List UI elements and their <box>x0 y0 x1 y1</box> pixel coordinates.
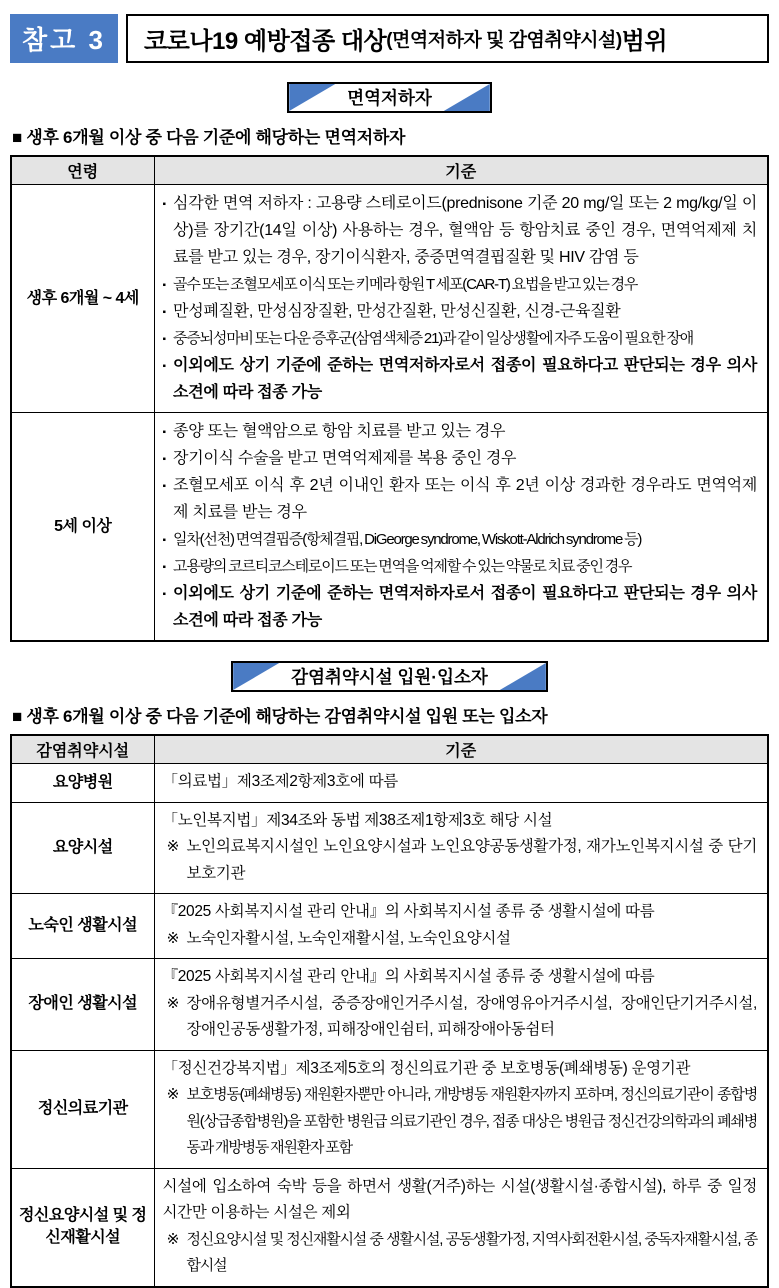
vulnerable-facility-table <box>10 734 769 1288</box>
banner-left-triangle-icon <box>233 663 279 690</box>
criteria-text: 중증뇌성마비 또는 다운 증후군(삼염색체증 21)과 같이 일상생활에 자주 도움이 필요한 장애 <box>173 330 694 347</box>
column-header-criteria: 기준 <box>154 735 768 764</box>
criteria-line <box>163 1227 758 1280</box>
criteria-line <box>163 445 758 472</box>
criteria-text: 골수 또는 조혈모세포 이식 또는 키메라 항원 T 세포(CAR-T) 요법을 받고 있는 경우 <box>173 276 638 293</box>
bullet-square-icon: ▪ <box>162 481 167 492</box>
bullet-square-icon: ▪ <box>162 361 167 372</box>
bullet-square-icon: ▪ <box>162 280 167 291</box>
column-header-criteria: 기준 <box>154 156 768 185</box>
document-header <box>10 14 769 63</box>
note-asterisk-icon: ※ <box>166 1230 180 1248</box>
section1-banner <box>287 82 492 113</box>
criteria-line <box>163 472 758 526</box>
criteria-text: 시설에 입소하여 숙박 등을 하면서 생활(거주)하는 시설(생활시설·종합시설), 하루 중 일정 시간만 이용하는 시설은 제외 <box>162 1177 757 1221</box>
section2 <box>10 661 769 1288</box>
table-row <box>11 185 768 413</box>
criteria-line <box>163 991 758 1044</box>
note-asterisk-icon: ※ <box>166 838 180 855</box>
criteria-line <box>163 964 758 991</box>
criteria-line <box>163 899 758 926</box>
criteria-text: 「노인복지법」제34조와 동법 제38조제1항제3호 해당 시설 <box>162 811 553 829</box>
row-label: 생후 6개월 ~ 4세 <box>11 185 154 413</box>
criteria-text: 이외에도 상기 기준에 준하는 면역저하자로서 접종이 필요하다고 판단되는 경우 의사 소견에 따라 접종 가능 <box>173 585 757 629</box>
criteria-line <box>163 580 758 634</box>
section2-heading: ■ 생후 6개월 이상 중 다음 기준에 해당하는 감염취약시설 입원 또는 입소자 <box>12 707 548 726</box>
criteria-line <box>163 926 758 953</box>
bullet-square-icon: ▪ <box>162 454 167 465</box>
table-row <box>11 1168 768 1287</box>
criteria-text: 노숙인자활시설, 노숙인재활시설, 노숙인요양시설 <box>186 929 511 947</box>
criteria-line <box>163 1174 758 1227</box>
section2-banner-label: 감염취약시설 입원·입소자 <box>291 667 488 687</box>
criteria-text: 심각한 면역 저하자 : 고용량 스테로이드(prednisone 기준 20 mg/일 또는 2 mg/kg/일 이상)를 장기간(14일 이상) 사용하는 경우, 혈액암 등 항암치료 중인 경우, 면역억제제 치료를 받고 있는 경우, 장기이식환자, 중증면역결핍질환 및 HIV 감염 등 <box>173 195 757 266</box>
row-label: 5세 이상 <box>11 413 154 642</box>
bullet-square-icon: ▪ <box>162 427 167 438</box>
section1-banner-label: 면역저하자 <box>347 88 432 108</box>
criteria-text: 『2025 사회복지시설 관리 안내』의 사회복지시설 종류 중 생활시설에 따름 <box>162 903 655 920</box>
criteria-line <box>163 526 758 553</box>
bullet-square-icon: ▪ <box>162 334 167 345</box>
note-asterisk-icon: ※ <box>166 1086 180 1103</box>
reference-badge: 참고 3 <box>10 14 118 63</box>
row-criteria-cell <box>154 959 768 1051</box>
row-label: 노숙인 생활시설 <box>11 894 154 959</box>
row-label: 장애인 생활시설 <box>11 959 154 1051</box>
row-criteria-cell <box>154 185 768 413</box>
criteria-line <box>163 1056 758 1083</box>
criteria-line <box>163 1082 758 1162</box>
table-row <box>11 894 768 959</box>
row-label: 요양병원 <box>11 764 154 803</box>
row-criteria-cell <box>154 802 768 894</box>
criteria-line <box>163 834 758 887</box>
table-row <box>11 413 768 642</box>
banner-right-triangle-icon <box>444 84 490 111</box>
criteria-text: 보호병동(폐쇄병동) 재원환자뿐만 아니라, 개방병동 재원환자까지 포하며, 정신의료기관이 종합병원(상급종합병원)을 포함한 병원급 의료기관인 경우, 접종 대상은 병원급 정신건강의학과의 폐쇄병동과 개방병동 재원환자 포함 <box>186 1086 757 1156</box>
criteria-line <box>163 418 758 445</box>
page-title <box>126 14 769 63</box>
row-label: 요양시설 <box>11 802 154 894</box>
table-row <box>11 802 768 894</box>
row-criteria-cell <box>154 894 768 959</box>
criteria-line <box>163 808 758 835</box>
criteria-text: 장기이식 수술을 받고 면역억제제를 복용 중인 경우 <box>173 450 517 467</box>
section1-heading: ■ 생후 6개월 이상 중 다음 기준에 해당하는 면역저하자 <box>12 128 406 147</box>
bullet-square-icon: ▪ <box>162 589 167 600</box>
note-asterisk-icon: ※ <box>166 929 180 947</box>
criteria-text: 이외에도 상기 기준에 준하는 면역저하자로서 접종이 필요하다고 판단되는 경우 의사 소견에 따라 접종 가능 <box>173 357 757 401</box>
criteria-line <box>163 325 758 352</box>
section2-banner <box>231 661 548 692</box>
criteria-line <box>163 271 758 298</box>
column-header-facility: 감염취약시설 <box>11 735 154 764</box>
criteria-text: 장애유형별거주시설, 중증장애인거주시설, 장애영유아거주시설, 장애인단기거주시설, 장애인공동생활가정, 피해장애인쉼터, 피해장애아동쉼터 <box>186 994 757 1038</box>
row-criteria-cell <box>154 413 768 642</box>
criteria-line <box>163 190 758 271</box>
row-label: 정신요양시설 및 정신재활시설 <box>11 1168 154 1287</box>
note-asterisk-icon: ※ <box>166 994 180 1012</box>
criteria-text: 종양 또는 혈액암으로 항암 치료를 받고 있는 경우 <box>173 423 506 440</box>
table-row <box>11 959 768 1051</box>
criteria-text: 조혈모세포 이식 후 2년 이내인 환자 또는 이식 후 2년 이상 경과한 경우라도 면역억제제 치료를 받는 경우 <box>173 477 757 521</box>
row-criteria-cell <box>154 1050 768 1168</box>
criteria-text: 만성폐질환, 만성심장질환, 만성간질환, 만성신질환, 신경-근육질환 <box>173 303 621 320</box>
criteria-line <box>163 553 758 580</box>
table-row <box>11 764 768 803</box>
column-header-age: 연령 <box>11 156 154 185</box>
page-title-paren: (면역저하자 및 감염취약시설) <box>386 30 622 51</box>
row-criteria-cell <box>154 1168 768 1287</box>
banner-left-triangle-icon <box>289 84 335 111</box>
table-header-row <box>11 735 768 764</box>
criteria-text: 일차(선천) 면역결핍증(항체결핍, DiGeorge syndrome, Wiskott-Aldrich syndrome 등) <box>173 531 642 548</box>
bullet-square-icon: ▪ <box>162 562 167 573</box>
criteria-line <box>163 769 758 796</box>
bullet-square-icon: ▪ <box>162 535 167 546</box>
criteria-line <box>163 352 758 406</box>
row-criteria-cell <box>154 764 768 803</box>
criteria-line <box>163 298 758 325</box>
table-header-row <box>11 156 768 185</box>
banner-right-triangle-icon <box>500 663 546 690</box>
criteria-text: 노인의료복지시설인 노인요양시설과 노인요양공동생활가정, 재가노인복지시설 중 단기보호기관 <box>186 838 757 882</box>
page-title-main: 코로나19 예방접종 대상 <box>144 28 387 55</box>
page-title-tail: 범위 <box>621 28 668 55</box>
criteria-text: 정신요양시설 및 정신재활시설 중 생활시설, 공동생활가정, 지역사회전환시설, 중독자재활시설, 종합시설 <box>186 1230 757 1274</box>
bullet-square-icon: ▪ <box>162 307 167 318</box>
criteria-text: 「의료법」제3조제2항제3호에 따름 <box>162 773 398 790</box>
criteria-text: 『2025 사회복지시설 관리 안내』의 사회복지시설 종류 중 생활시설에 따름 <box>162 968 655 985</box>
immunocompromised-table <box>10 155 769 642</box>
table-row <box>11 1050 768 1168</box>
row-label: 정신의료기관 <box>11 1050 154 1168</box>
criteria-text: 고용량의 코르티코스테로이드 또는 면역을 억제할 수 있는 약물로 치료 중인 경우 <box>173 558 632 575</box>
criteria-text: 「정신건강복지법」제3조제5호의 정신의료기관 중 보호병동(폐쇄병동) 운영기관 <box>162 1059 691 1077</box>
bullet-square-icon: ▪ <box>162 199 167 210</box>
